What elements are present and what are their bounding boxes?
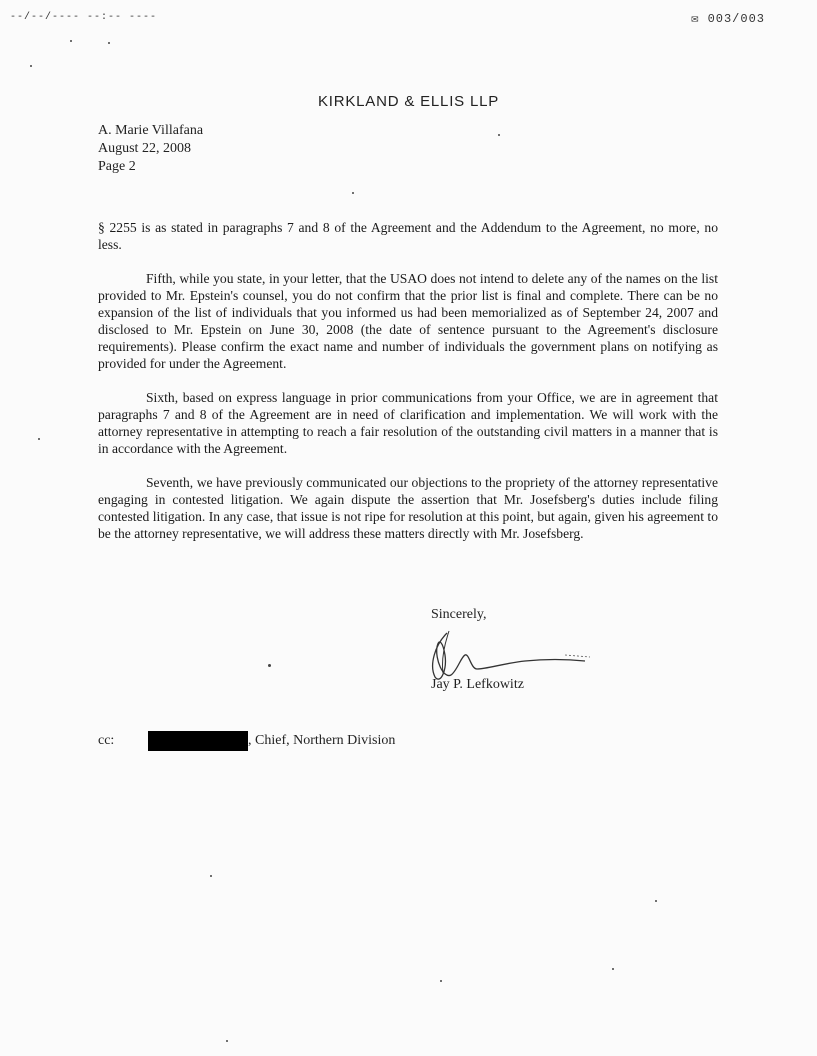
redaction-block — [148, 731, 248, 751]
signature-block — [431, 607, 651, 702]
recipient-name: A. Marie Villafana — [98, 123, 204, 138]
scan-speck — [612, 968, 614, 970]
signature-closing: Sincerely, — [431, 607, 487, 622]
body-paragraph: Fifth, while you state, in your letter, that the USAO does not intend to delete any of the names on the list provided to Mr. Epstein's counsel, you do not confirm that the prior list is final and complete. There can be no expansion of the list of individuals that you informed us had been memorialized as of September 24, 2007 and disclosed to Mr. Epstein on June 30, 2008 (the date of sentence pursuant to the Agreement's disclosure requirements). Please confirm the exact name and number of individuals the government plans on notifying as provided for under the Agreement. — [98, 271, 718, 371]
cc-line — [98, 731, 395, 751]
firm-letterhead: KIRKLAND & ELLIS LLP — [317, 93, 500, 110]
scan-speck — [352, 192, 354, 194]
letter-body — [98, 219, 718, 559]
scan-speck — [440, 980, 442, 982]
fax-header-left: --/--/---- --:-- ---- — [10, 12, 158, 23]
letter-meta — [98, 122, 203, 176]
fax-page-counter: ✉ 003/003 — [691, 12, 765, 26]
body-paragraph: § 2255 is as stated in paragraphs 7 and 8 of the Agreement and the Addendum to the Agreement, no more, no less. — [98, 220, 718, 252]
scan-speck — [655, 900, 657, 902]
letter-date: August 22, 2008 — [98, 141, 191, 156]
scan-speck — [30, 65, 32, 67]
scan-speck — [70, 40, 72, 42]
cc-recipient-title: , Chief, Northern Division — [248, 733, 396, 748]
body-paragraph: Seventh, we have previously communicated our objections to the propriety of the attorney representative engaging in contested litigation. We again dispute the assertion that Mr. Josefsberg's duties include filing contested litigation. In any case, that issue is not ripe for resolution at this point, but again, given his agreement to be the attorney representative, we will address these matters directly with Mr. Josefsberg. — [98, 475, 718, 541]
scan-speck — [38, 438, 40, 440]
scan-speck — [226, 1040, 228, 1042]
cc-label: cc: — [98, 733, 115, 748]
scan-speck — [498, 134, 500, 136]
scan-speck — [210, 875, 212, 877]
page-number: Page 2 — [98, 159, 136, 174]
scan-speck — [268, 664, 271, 667]
signer-name: Jay P. Lefkowitz — [431, 677, 524, 692]
body-paragraph: Sixth, based on express language in prior communications from your Office, we are in agreement that paragraphs 7 and 8 of the Agreement are in need of clarification and implementation. We will work with the attorney representative in attempting to reach a fair resolution of the outstanding civil matters in a manner that is in accordance with the Agreement. — [98, 390, 718, 456]
scan-speck — [108, 42, 110, 44]
